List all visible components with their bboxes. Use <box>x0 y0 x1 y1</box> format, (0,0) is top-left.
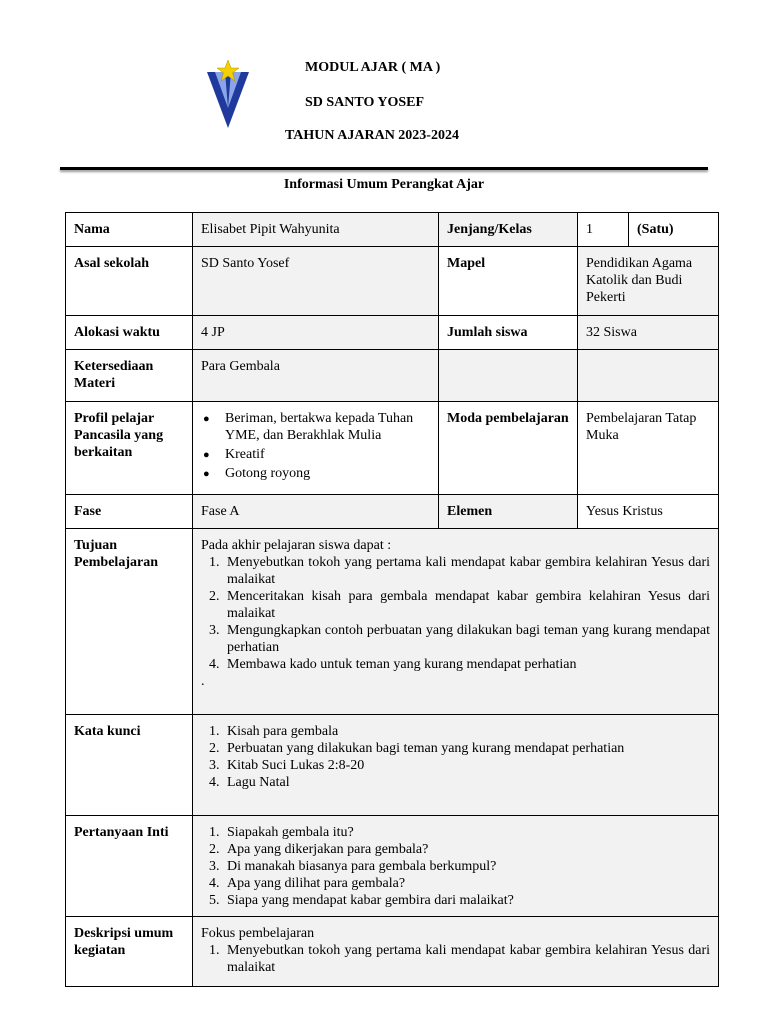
value-kelas-word: (Satu) <box>629 213 719 247</box>
table-row <box>66 495 719 529</box>
value-kata-kunci <box>193 715 719 816</box>
list-item: 1. Kisah para gembala <box>223 723 710 740</box>
list-item: 2. Apa yang dikerjakan para gembala? <box>223 841 710 858</box>
list-item: 1. Menyebutkan tokoh yang pertama kali mendapat kabar gembira kelahiran Yesus dari malaikat <box>223 554 710 588</box>
label-ketersediaan: Ketersediaan Materi <box>66 350 193 402</box>
value-asal-sekolah: SD Santo Yosef <box>193 247 439 316</box>
value-moda: Pembelajaran Tatap Muka <box>578 402 719 495</box>
empty-cell <box>439 350 578 402</box>
academic-year: TAHUN AJARAN 2023-2024 <box>285 128 459 143</box>
kata-kunci-list <box>201 723 710 791</box>
label-jumlah-siswa: Jumlah siswa <box>439 316 578 350</box>
school-crest-icon <box>205 60 251 130</box>
label-moda: Moda pembelajaran <box>439 402 578 495</box>
list-item: 3. Di manakah biasanya para gembala berkumpul? <box>223 858 710 875</box>
list-item: 1. Menyebutkan tokoh yang pertama kali mendapat kabar gembira kelahiran Yesus dari malaikat <box>223 942 710 976</box>
label-pertanyaan: Pertanyaan Inti <box>66 816 193 917</box>
list-item: 5. Siapa yang mendapat kabar gembira dari malaikat? <box>223 892 710 909</box>
value-elemen: Yesus Kristus <box>578 495 719 529</box>
label-kata-kunci: Kata kunci <box>66 715 193 816</box>
trailing-dot: . <box>201 674 205 689</box>
pertanyaan-list <box>201 824 710 909</box>
value-pertanyaan <box>193 816 719 917</box>
tujuan-list <box>201 554 710 673</box>
list-item: 4. Membawa kado untuk teman yang kurang mendapat perhatian <box>223 656 710 673</box>
label-tujuan: Tujuan Pembelajaran <box>66 529 193 715</box>
list-item: 2. Perbuatan yang dilakukan bagi teman yang kurang mendapat perhatian <box>223 740 710 757</box>
label-profil: Profil pelajar Pancasila yang berkaitan <box>66 402 193 495</box>
value-jumlah-siswa: 32 Siswa <box>578 316 719 350</box>
table-row <box>66 316 719 350</box>
list-item: 3. Mengungkapkan contoh perbuatan yang dilakukan bagi teman yang kurang mendapat perhatian <box>223 622 710 656</box>
value-tujuan <box>193 529 719 715</box>
value-mapel: Pendidikan Agama Katolik dan Budi Pekerti <box>578 247 719 316</box>
list-item: 2. Menceritakan kisah para gembala mendapat kabar gembira kelahiran Yesus dari malaikat <box>223 588 710 622</box>
label-alokasi: Alokasi waktu <box>66 316 193 350</box>
value-alokasi: 4 JP <box>193 316 439 350</box>
list-item: ● Gotong royong <box>225 465 430 482</box>
deskripsi-intro: Fokus pembelajaran <box>201 926 315 941</box>
table-row <box>66 213 719 247</box>
label-asal-sekolah: Asal sekolah <box>66 247 193 316</box>
label-mapel: Mapel <box>439 247 578 316</box>
list-item: 4. Apa yang dilihat para gembala? <box>223 875 710 892</box>
table-row <box>66 402 719 495</box>
tujuan-intro: Pada akhir pelajaran siswa dapat : <box>201 538 392 553</box>
header-divider <box>60 167 708 170</box>
label-deskripsi: Deskripsi umum kegiatan <box>66 917 193 987</box>
table-row <box>66 350 719 402</box>
table-row <box>66 247 719 316</box>
info-table <box>65 212 719 987</box>
section-title: Informasi Umum Perangkat Ajar <box>283 177 485 192</box>
empty-cell <box>578 350 719 402</box>
list-item: 1. Siapakah gembala itu? <box>223 824 710 841</box>
value-ketersediaan: Para Gembala <box>193 350 439 402</box>
table-row <box>66 529 719 715</box>
deskripsi-list <box>201 942 710 976</box>
value-kelas-number: 1 <box>578 213 629 247</box>
value-nama: Elisabet Pipit Wahyunita <box>193 213 439 247</box>
profil-list <box>201 410 430 482</box>
list-item: 3. Kitab Suci Lukas 2:8-20 <box>223 757 710 774</box>
list-item: ● Kreatif <box>225 446 430 463</box>
value-deskripsi <box>193 917 719 987</box>
table-row <box>66 917 719 987</box>
label-nama: Nama <box>66 213 193 247</box>
table-row <box>66 715 719 816</box>
label-fase: Fase <box>66 495 193 529</box>
module-title: MODUL AJAR ( MA ) <box>305 60 441 75</box>
value-profil <box>193 402 439 495</box>
value-fase: Fase A <box>193 495 439 529</box>
table-row <box>66 816 719 917</box>
label-elemen: Elemen <box>439 495 578 529</box>
school-name: SD SANTO YOSEF <box>305 95 425 110</box>
list-item: 4. Lagu Natal <box>223 774 710 791</box>
label-jenjang: Jenjang/Kelas <box>439 213 578 247</box>
list-item: ● Beriman, bertakwa kepada Tuhan YME, dan Berakhlak Mulia <box>225 410 430 444</box>
